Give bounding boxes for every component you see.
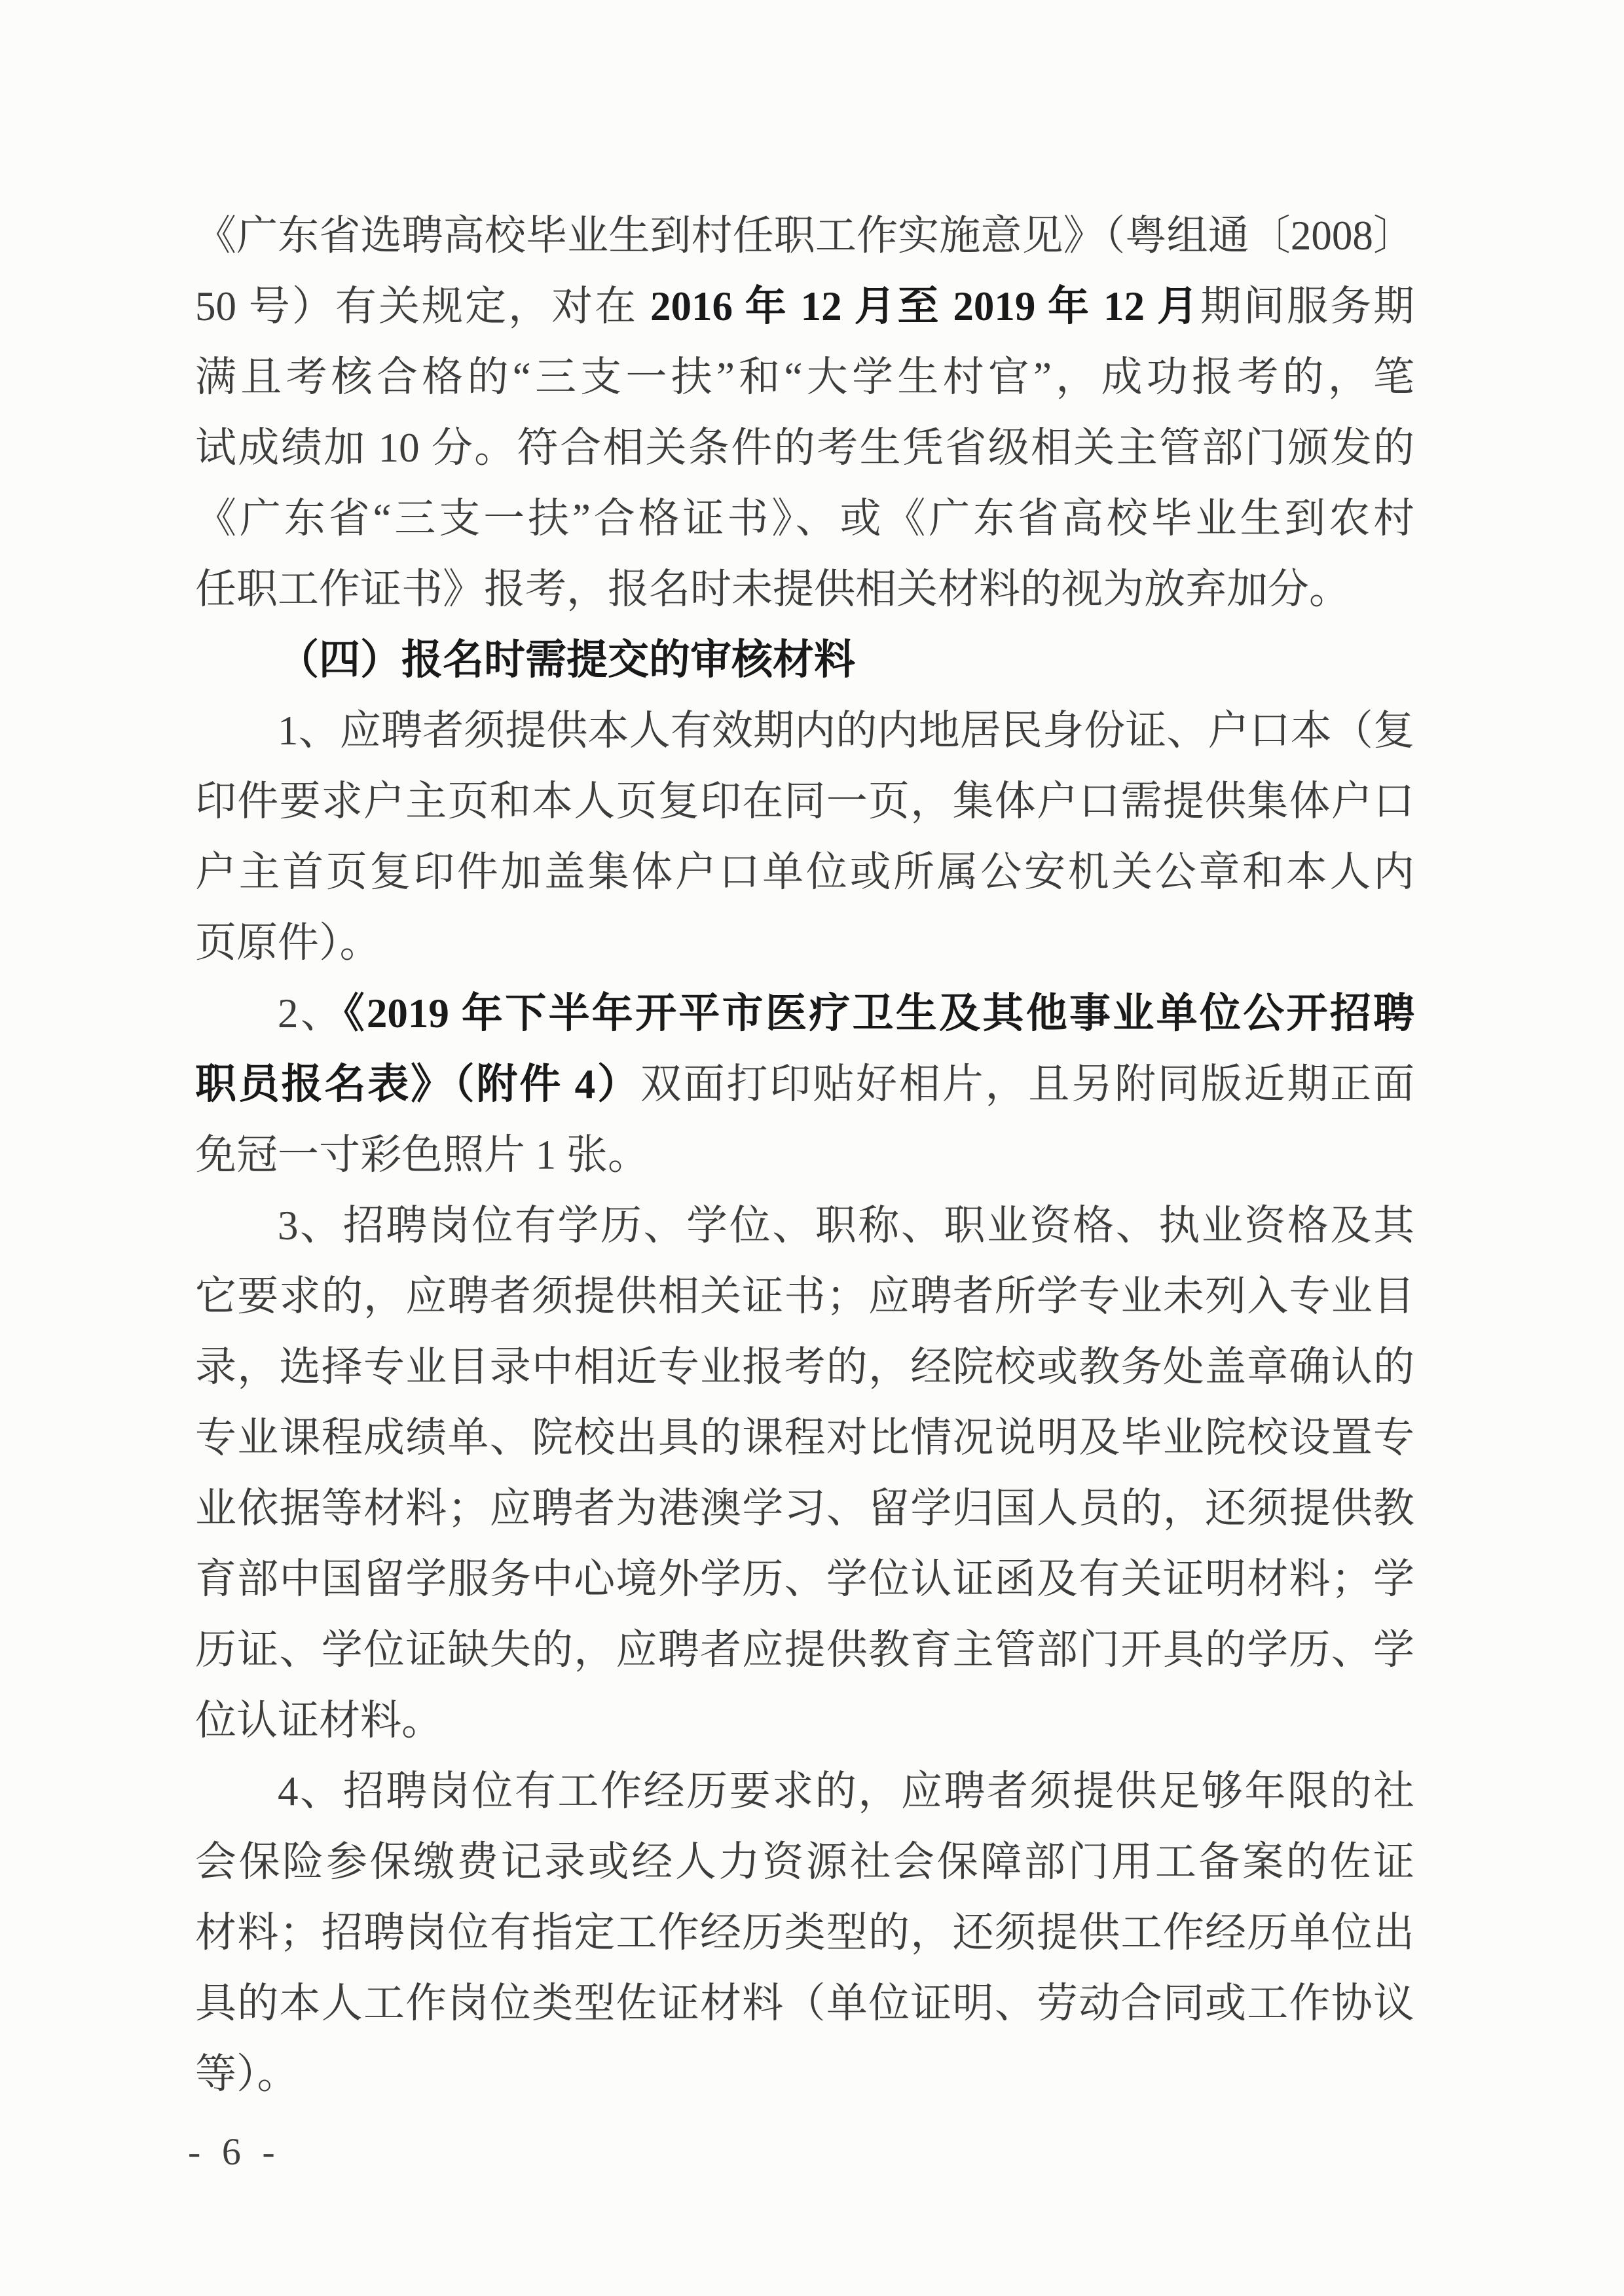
- text-run: 具的本人工作岗位类型佐证材料（单位证明、劳动合同或工作协议: [195, 1980, 1414, 2026]
- text-run: 专业课程成绩单、院校出具的课程对比情况说明及毕业院校设置专: [195, 1415, 1414, 1461]
- text-run: 试成绩加 10 分。符合相关条件的考生凭省级相关主管部门颁发的: [195, 425, 1414, 471]
- text-line-25: [195, 1897, 1414, 1968]
- text-line-3: [195, 342, 1414, 412]
- text-line-8: [195, 695, 1414, 766]
- text-run: 印件要求户主页和本人页复印在同一页，集体户口需提供集体户口: [195, 778, 1414, 824]
- text-line-16: [195, 1261, 1414, 1332]
- text-line-26: [195, 1968, 1414, 2039]
- heading-text: （四）报名时需提交的审核材料: [278, 637, 855, 683]
- text-run: 1、应聘者须提供本人有效期内的内地居民身份证、户口本（复: [278, 708, 1414, 754]
- text-run: 历证、学位证缺失的，应聘者应提供教育主管部门开具的学历、学: [195, 1627, 1414, 1673]
- text-line-2: [195, 271, 1414, 342]
- text-run: 3、招聘岗位有学历、学位、职称、职业资格、执业资格及其: [278, 1203, 1414, 1248]
- text-line-18: [195, 1402, 1414, 1473]
- text-run: 会保险参保缴费记录或经人力资源社会保障部门用工备案的佐证: [195, 1839, 1414, 1885]
- text-line-15: [195, 1190, 1414, 1261]
- text-run: 页原件）。: [195, 920, 381, 966]
- text-line-17: [195, 1332, 1414, 1402]
- text-run: 任职工作证书》报考，报名时未提供相关材料的视为放弃加分。: [195, 566, 1350, 612]
- text-line-14: [195, 1120, 1414, 1190]
- document-body: [195, 200, 1414, 2109]
- text-line-6: [195, 554, 1414, 625]
- text-run: 等）。: [195, 2051, 299, 2097]
- text-line-13: [195, 1049, 1414, 1120]
- text-line-1: [195, 200, 1414, 271]
- text-run: 育部中国留学服务中心境外学历、学位认证函及有关证明材料；学: [195, 1556, 1414, 1602]
- text-line-22: [195, 1685, 1414, 1756]
- page-number: - 6 -: [188, 2130, 281, 2173]
- text-run-bold: 职员报名表》（附件 4）: [195, 1061, 640, 1107]
- text-run: 《广东省“三支一扶”合格证书》、或《广东省高校毕业生到农村: [195, 496, 1414, 541]
- text-line-20: [195, 1544, 1414, 1614]
- text-run-bold: 《2019 年下半年开平市医疗卫生及其他事业单位公开招聘: [344, 991, 1415, 1036]
- text-run: 2、: [278, 991, 344, 1036]
- text-run: 期间服务期: [1200, 283, 1415, 329]
- text-line-5: [195, 483, 1414, 554]
- text-line-11: [195, 907, 1414, 978]
- section-heading: [195, 625, 1414, 695]
- text-line-12: [195, 978, 1414, 1049]
- text-run: 材料；招聘岗位有指定工作经历类型的，还须提供工作经历单位出: [195, 1910, 1414, 1956]
- text-run: 双面打印贴好相片，且另附同版近期正面: [640, 1061, 1415, 1107]
- text-line-9: [195, 766, 1414, 837]
- text-line-27: [195, 2039, 1414, 2109]
- text-line-24: [195, 1827, 1414, 1897]
- text-run: 业依据等材料；应聘者为港澳学习、留学归国人员的，还须提供教: [195, 1485, 1414, 1531]
- text-run: 4、招聘岗位有工作经历要求的，应聘者须提供足够年限的社: [278, 1768, 1414, 1814]
- text-run: 满且考核合格的“三支一扶”和“大学生村官”，成功报考的，笔: [195, 354, 1414, 400]
- text-line-21: [195, 1614, 1414, 1685]
- text-run: 它要求的，应聘者须提供相关证书；应聘者所学专业未列入专业目: [195, 1273, 1414, 1319]
- text-line-10: [195, 837, 1414, 907]
- text-run: 户主首页复印件加盖集体户口单位或所属公安机关公章和本人内: [195, 849, 1414, 895]
- text-run: 《广东省选聘高校毕业生到村任职工作实施意见》（粤组通〔2008〕: [195, 213, 1414, 259]
- text-line-4: [195, 412, 1414, 483]
- text-run: 免冠一寸彩色照片 1 张。: [195, 1132, 649, 1178]
- text-run: 位认证材料。: [195, 1698, 443, 1743]
- text-run: 录，选择专业目录中相近专业报考的，经院校或教务处盖章确认的: [195, 1344, 1414, 1390]
- text-run: 50 号）有关规定，对在: [195, 283, 651, 329]
- text-line-19: [195, 1473, 1414, 1544]
- text-line-23: [195, 1756, 1414, 1827]
- text-run-bold: 2016 年 12 月至 2019 年 12 月: [650, 283, 1200, 329]
